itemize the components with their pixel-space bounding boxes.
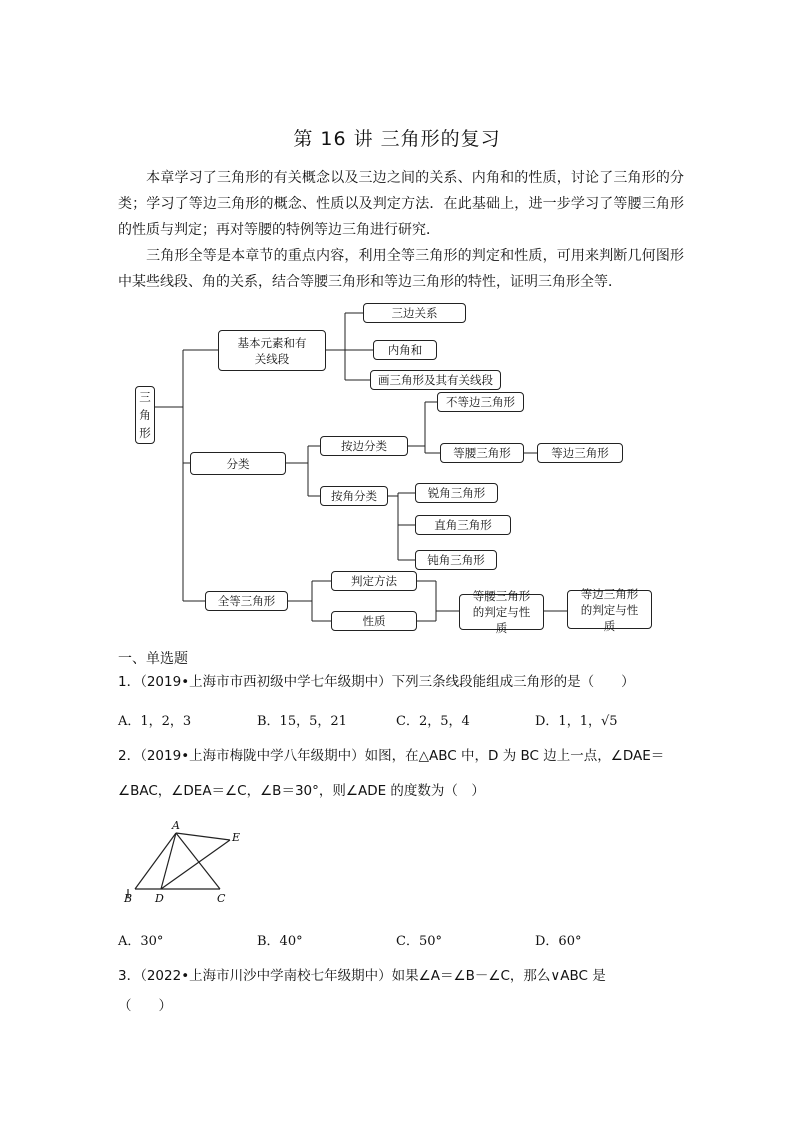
- question-2-stem-line1: 2．（2019•上海市梅陇中学八年级期中）如图，在△ABC 中，D 为 BC 边上一点，∠DAE＝: [118, 748, 665, 764]
- intro-text-1: 本章学习了三角形的有关概念以及三边之间的关系、内角和的性质，讨论了三角形的分类；学习了等边三角形的概念、性质以及判定方法．在此基础上，进一步学习了等腰三角形的性质与判定；再对等腰的特例等边三角进行研究．: [118, 170, 684, 238]
- node-obtuse: 钝角三角形: [415, 550, 497, 570]
- node-equilateral: 等边三角形: [537, 443, 623, 463]
- fig-label-e: E: [232, 831, 241, 844]
- q2-option-a: A．30°: [118, 934, 164, 949]
- question-3-stem-line2: （ ）: [118, 998, 172, 1014]
- node-triangle-root-label: [139, 388, 151, 442]
- node-angle-sum: 内角和: [373, 340, 437, 360]
- fig-label-c: C: [217, 892, 226, 905]
- intro-text-2: 三角形全等是本章节的重点内容，利用全等三角形的判定和性质，可用来判断几何图形中某些线段、角的关系，结合等腰三角形和等边三角形的特性，证明三角形全等．: [118, 248, 684, 290]
- question-3-stem-line1: 3．（2022•上海市川沙中学南校七年级期中）如果∠A＝∠B－∠C，那么∨ABC 是: [118, 968, 606, 984]
- question-1-stem: 1．（2019•上海市市西初级中学七年级期中）下列三条线段能组成三角形的是（ ）: [118, 674, 635, 690]
- q1-option-a: A．1，2，3: [118, 714, 192, 729]
- node-equi-judge: 等边三角形的判定与性质: [567, 590, 652, 629]
- q2-option-d: D．60°: [535, 934, 582, 949]
- q1-option-d: D．1，1，√5: [535, 714, 618, 729]
- node-isosceles: 等腰三角形: [440, 443, 524, 463]
- node-by-side: 按边分类: [320, 436, 408, 456]
- node-property: 性质: [331, 611, 417, 631]
- root-char: 角: [139, 408, 151, 422]
- node-basic-elements: 基本元素和有关线段: [218, 330, 326, 371]
- node-right: 直角三角形: [415, 515, 511, 535]
- root-char: 三: [139, 390, 151, 404]
- q2-option-c: C．50°: [396, 934, 442, 949]
- node-scalene: 不等边三角形: [437, 392, 524, 412]
- node-iso-judge: 等腰三角形的判定与性质: [459, 594, 544, 630]
- q2-option-b: B．40°: [257, 934, 303, 949]
- question-2-figure: [118, 818, 258, 908]
- fig-label-d: D: [155, 892, 164, 905]
- page-title: 第 16 讲 三角形的复习: [293, 128, 501, 150]
- node-congruent: 全等三角形: [205, 591, 288, 611]
- node-by-angle: 按角分类: [320, 486, 388, 506]
- root-char: 形: [139, 426, 151, 440]
- node-triangle-root: [135, 386, 155, 444]
- node-judge-method: 判定方法: [331, 571, 417, 591]
- q1-option-c: C．2，5，4: [396, 714, 470, 729]
- node-side-relation: 三边关系: [363, 303, 466, 323]
- node-classify: 分类: [190, 452, 286, 475]
- section-title: 一、单选题: [118, 651, 188, 667]
- question-2-stem-line2: ∠BAC，∠DEA＝∠C，∠B＝30°，则∠ADE 的度数为（ ）: [118, 783, 485, 799]
- fig-label-a: A: [172, 819, 180, 832]
- node-acute: 锐角三角形: [415, 483, 498, 503]
- fig-label-b: B: [124, 892, 133, 905]
- q1-option-b: B．15，5，21: [257, 714, 347, 729]
- node-draw-triangle: 画三角形及其有关线段: [370, 370, 501, 390]
